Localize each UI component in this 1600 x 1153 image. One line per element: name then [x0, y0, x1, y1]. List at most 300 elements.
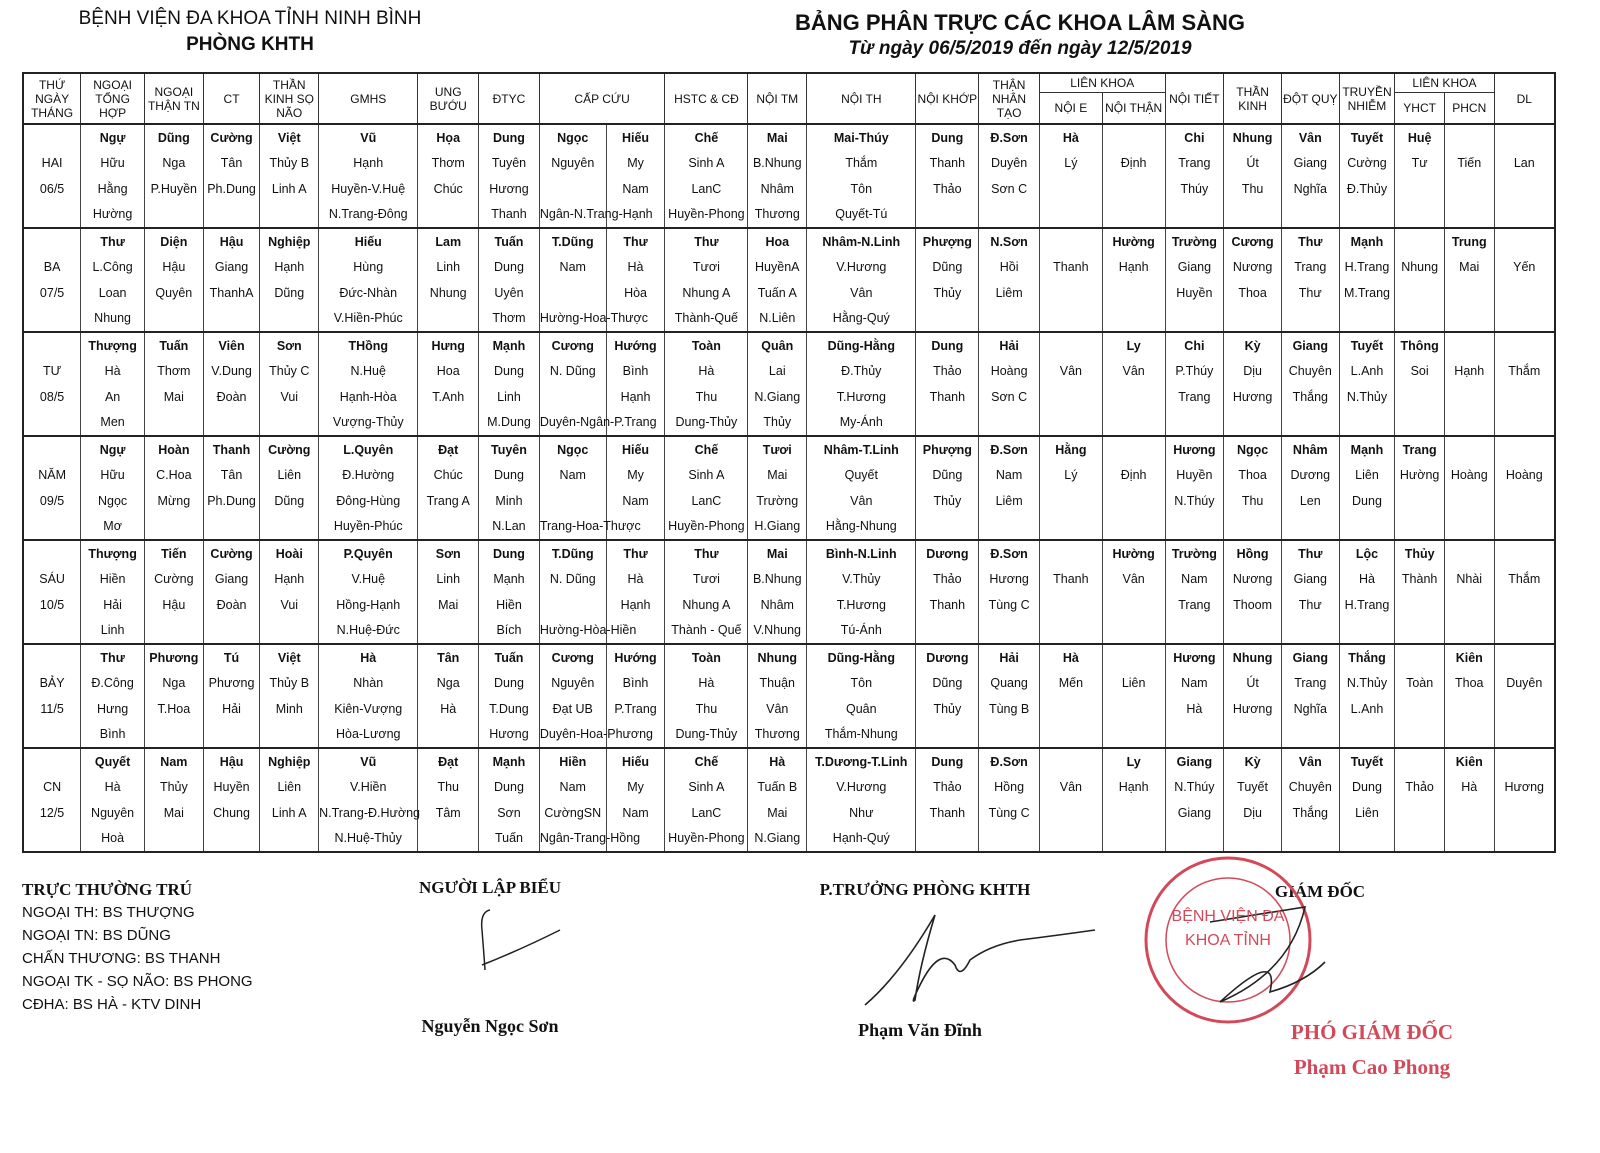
table-cell: Huệ: [1395, 124, 1445, 151]
table-cell: [1339, 514, 1395, 541]
table-cell: [1039, 696, 1102, 722]
table-cell: V.Hiền-Phúc: [319, 306, 418, 333]
table-row: [23, 514, 1555, 541]
table-cell: [916, 826, 979, 853]
table-cell: Duyên: [1494, 671, 1555, 697]
table-cell: Đ.Sơn: [979, 436, 1040, 463]
table-cell: Yến: [1494, 255, 1555, 281]
header-noi-tiet: NỘI TIẾT: [1165, 73, 1224, 124]
day-cell: [23, 722, 81, 749]
table-cell: V.Huệ: [319, 567, 418, 593]
table-cell: Đạt: [418, 436, 479, 463]
table-cell: Hưng: [418, 332, 479, 359]
table-cell: Giang: [1165, 255, 1224, 281]
table-cell: Tuấn B: [748, 775, 807, 801]
table-cell: [1039, 176, 1102, 202]
table-cell: Len: [1281, 488, 1339, 514]
table-cell: Hạnh: [1444, 359, 1494, 385]
resident-duty-title: TRỰC THƯỜNG TRÚ: [22, 880, 193, 899]
table-cell: Liêm: [979, 488, 1040, 514]
table-cell: Dũng: [916, 463, 979, 489]
day-cell: 10/5: [23, 592, 81, 618]
table-cell: Diện: [144, 228, 203, 255]
table-cell: Tân: [203, 151, 260, 177]
table-cell: Vân: [1281, 748, 1339, 775]
table-cell: [1395, 696, 1445, 722]
table-cell: Minh: [479, 488, 540, 514]
table-cell: [1102, 800, 1165, 826]
table-cell: Dũng: [916, 255, 979, 281]
table-cell: Hiếu: [606, 748, 665, 775]
table-cell: [1102, 384, 1165, 410]
table-cell: Hương: [1224, 384, 1282, 410]
table-cell: Hà: [665, 671, 748, 697]
table-cell: P.Thúy: [1165, 359, 1224, 385]
header-dtyc: ĐTYC: [479, 73, 540, 124]
table-cell: Thắm: [1494, 359, 1555, 385]
table-cell: [1395, 644, 1445, 671]
table-cell: Viên: [203, 332, 260, 359]
table-cell: [203, 826, 260, 853]
table-cell: Trung: [1444, 228, 1494, 255]
table-cell: Hữu: [81, 463, 145, 489]
table-row: [23, 202, 1555, 229]
table-cell: [1102, 488, 1165, 514]
table-cell: Kiên: [1444, 644, 1494, 671]
table-cell: [1395, 514, 1445, 541]
day-cell: HAI: [23, 151, 81, 177]
table-cell: [1102, 306, 1165, 333]
day-cell: [23, 306, 81, 333]
table-cell: [1165, 306, 1224, 333]
table-cell: [260, 618, 319, 645]
table-cell: Vân: [748, 696, 807, 722]
table-cell: Hoà: [81, 826, 145, 853]
table-cell: N.Sơn: [979, 228, 1040, 255]
table-cell: LanC: [665, 800, 748, 826]
day-cell: NĂM: [23, 463, 81, 489]
table-cell: Vân: [1281, 124, 1339, 151]
table-cell: T.Hoa: [144, 696, 203, 722]
table-cell: Thu: [665, 384, 748, 410]
table-cell: Hiếu: [606, 124, 665, 151]
table-cell: Lan: [1494, 151, 1555, 177]
table-cell: [418, 306, 479, 333]
table-cell: Bình: [81, 722, 145, 749]
header-cap-cuu: CẤP CỨU: [539, 73, 665, 124]
table-cell: [1165, 722, 1224, 749]
table-cell: Nhung: [748, 644, 807, 671]
table-cell: N.Huệ-Thủy: [319, 826, 418, 853]
table-cell: Hường-Hòa-Hiền: [539, 618, 606, 645]
table-cell: [418, 826, 479, 853]
table-cell: [1444, 592, 1494, 618]
table-cell: N. Dũng: [539, 567, 606, 593]
table-cell: Phương: [203, 671, 260, 697]
header-dl: DL: [1494, 73, 1555, 124]
table-cell: LanC: [665, 488, 748, 514]
day-cell: [23, 618, 81, 645]
table-row: [23, 671, 1555, 697]
table-cell: N.Giang: [748, 384, 807, 410]
table-cell: Tùng B: [979, 696, 1040, 722]
table-cell: [1102, 696, 1165, 722]
table-cell: Mai: [748, 800, 807, 826]
table-cell: Quyết-Tú: [807, 202, 916, 229]
table-cell: [1102, 644, 1165, 671]
table-cell: Tư: [1395, 151, 1445, 177]
table-cell: Vân: [807, 280, 916, 306]
table-cell: [979, 722, 1040, 749]
table-cell: Nương: [1224, 567, 1282, 593]
day-cell: 06/5: [23, 176, 81, 202]
table-cell: Hải: [203, 696, 260, 722]
table-cell: Vân: [1039, 359, 1102, 385]
day-cell: [23, 332, 81, 359]
table-cell: Tươi: [665, 567, 748, 593]
table-cell: Kỳ: [1224, 332, 1282, 359]
table-cell: [203, 618, 260, 645]
table-cell: Thơm: [479, 306, 540, 333]
table-cell: Chúc: [418, 463, 479, 489]
day-cell: [23, 514, 81, 541]
table-cell: [1224, 722, 1282, 749]
table-cell: [1395, 618, 1445, 645]
table-cell: Ph.Dung: [203, 488, 260, 514]
table-cell: Sơn C: [979, 384, 1040, 410]
table-cell: Cương: [1224, 228, 1282, 255]
table-cell: Lý: [1039, 463, 1102, 489]
table-cell: THồng: [319, 332, 418, 359]
table-cell: Thu: [665, 696, 748, 722]
table-cell: [1444, 540, 1494, 567]
day-cell: BA: [23, 255, 81, 281]
resident-duty-block: [22, 878, 322, 1016]
table-cell: Tuyết: [1339, 124, 1395, 151]
day-cell: 11/5: [23, 696, 81, 722]
table-cell: N.Trang-Đông: [319, 202, 418, 229]
table-cell: Tuấn: [144, 332, 203, 359]
table-cell: Vũ: [319, 124, 418, 151]
table-cell: [1102, 618, 1165, 645]
table-cell: Định: [1102, 151, 1165, 177]
table-cell: Nam: [539, 775, 606, 801]
table-cell: Ngự: [81, 124, 145, 151]
table-cell: Bình-N.Linh: [807, 540, 916, 567]
table-cell: [1395, 800, 1445, 826]
table-cell: Huyền: [1165, 463, 1224, 489]
table-cell: Út: [1224, 151, 1282, 177]
table-cell: Thư: [81, 644, 145, 671]
table-cell: [916, 202, 979, 229]
table-cell: [1102, 514, 1165, 541]
table-cell: [1102, 280, 1165, 306]
table-cell: Nhâm: [748, 176, 807, 202]
table-cell: Đạt UB: [539, 696, 606, 722]
table-cell: Hoài: [260, 540, 319, 567]
table-cell: [144, 618, 203, 645]
table-cell: Hải: [81, 592, 145, 618]
table-cell: [260, 306, 319, 333]
table-cell: L.Công: [81, 255, 145, 281]
table-cell: Đức-Nhàn: [319, 280, 418, 306]
table-cell: Nga: [144, 151, 203, 177]
table-cell: Tuyết: [1339, 332, 1395, 359]
table-cell: [1494, 826, 1555, 853]
table-cell: V.Dung: [203, 359, 260, 385]
table-cell: Dung: [916, 748, 979, 775]
table-cell: N.Trang-Đ.Hường: [319, 800, 418, 826]
table-cell: [1281, 514, 1339, 541]
table-cell: [1395, 202, 1445, 229]
day-cell: [23, 748, 81, 775]
table-row: [23, 384, 1555, 410]
table-cell: Tươi: [748, 436, 807, 463]
table-cell: [1494, 696, 1555, 722]
table-cell: Nhung: [418, 280, 479, 306]
table-cell: Hiếu: [606, 436, 665, 463]
table-cell: Ngọc: [1224, 436, 1282, 463]
table-cell: Duyên-Hoa-Phương: [539, 722, 606, 749]
table-cell: Quang: [979, 671, 1040, 697]
table-cell: Hương: [479, 176, 540, 202]
table-cell: Trang: [1165, 151, 1224, 177]
table-cell: Sơn C: [979, 176, 1040, 202]
table-cell: Hoa: [748, 228, 807, 255]
table-cell: LanC: [665, 176, 748, 202]
table-cell: Việt: [260, 644, 319, 671]
table-cell: Cường: [1339, 151, 1395, 177]
table-row: [23, 306, 1555, 333]
table-cell: [1494, 436, 1555, 463]
table-cell: T.Dũng: [539, 228, 606, 255]
table-cell: Linh: [418, 255, 479, 281]
table-cell: Giang: [203, 567, 260, 593]
header-dot-quy: ĐỘT QUỴ: [1281, 73, 1339, 124]
table-cell: H.Giang: [748, 514, 807, 541]
table-cell: Nguyên: [539, 671, 606, 697]
table-cell: Hải: [979, 644, 1040, 671]
day-cell: [23, 644, 81, 671]
table-cell: Mai: [418, 592, 479, 618]
table-cell: [1339, 202, 1395, 229]
table-cell: Toàn: [1395, 671, 1445, 697]
table-cell: Hải: [979, 332, 1040, 359]
day-cell: 08/5: [23, 384, 81, 410]
table-cell: Thư: [81, 228, 145, 255]
table-cell: [979, 514, 1040, 541]
table-cell: Liên: [1339, 463, 1395, 489]
table-cell: Hà: [81, 775, 145, 801]
table-cell: Lai: [748, 359, 807, 385]
table-cell: [1494, 124, 1555, 151]
table-cell: Ph.Dung: [203, 176, 260, 202]
table-cell: Trang-Hoa-Thược: [539, 514, 606, 541]
table-cell: [144, 722, 203, 749]
table-cell: Hà: [1165, 696, 1224, 722]
table-row: [23, 410, 1555, 437]
resident-duty-line: NGOẠI TK - SỌ NÃO: BS PHONG: [22, 973, 253, 990]
table-cell: Huyền: [1165, 280, 1224, 306]
table-cell: [418, 514, 479, 541]
table-cell: Tú-Ánh: [807, 618, 916, 645]
table-cell: Thư: [1281, 540, 1339, 567]
table-cell: Sinh A: [665, 463, 748, 489]
table-cell: Thúy: [1165, 176, 1224, 202]
table-cell: Hiền: [539, 748, 606, 775]
table-row: [23, 800, 1555, 826]
table-cell: Thư: [1281, 228, 1339, 255]
table-cell: Đ.Sơn: [979, 748, 1040, 775]
table-cell: [1494, 514, 1555, 541]
table-cell: [1281, 410, 1339, 437]
table-cell: Tuyết: [1339, 748, 1395, 775]
table-cell: Nga: [418, 671, 479, 697]
table-cell: [1165, 826, 1224, 853]
header-than-kinh: THẦN KINH: [1224, 73, 1282, 124]
preparer-title: NGƯỜI LẬP BIỂU: [418, 878, 561, 897]
table-cell: Tuấn: [479, 644, 540, 671]
table-cell: Tiến: [144, 540, 203, 567]
table-cell: Nhâm: [748, 592, 807, 618]
table-cell: Vân: [807, 488, 916, 514]
table-cell: Trang: [1281, 255, 1339, 281]
table-cell: Thoa: [1224, 280, 1282, 306]
table-cell: Trang: [1281, 671, 1339, 697]
table-cell: Lộc: [1339, 540, 1395, 567]
table-cell: Hà: [665, 359, 748, 385]
table-cell: Mạnh: [479, 748, 540, 775]
table-cell: Đoàn: [203, 592, 260, 618]
duty-schedule-table: [22, 72, 1556, 853]
table-cell: Dung: [1339, 775, 1395, 801]
header-right: [760, 10, 1280, 60]
table-cell: [260, 514, 319, 541]
table-cell: Thượng: [81, 540, 145, 567]
table-cell: Mạnh: [1339, 436, 1395, 463]
table-cell: Cường: [203, 540, 260, 567]
table-cell: Quân: [807, 696, 916, 722]
table-cell: Ly: [1102, 332, 1165, 359]
table-cell: Giang: [1281, 567, 1339, 593]
table-cell: Thoa: [1224, 463, 1282, 489]
table-cell: [1102, 410, 1165, 437]
table-cell: [916, 618, 979, 645]
table-cell: [1395, 592, 1445, 618]
table-cell: [1494, 410, 1555, 437]
table-cell: Tươi: [665, 255, 748, 281]
table-cell: N.Thủy: [1339, 671, 1395, 697]
table-cell: Hạnh: [319, 151, 418, 177]
table-cell: Hường-Hoa-Thược: [539, 306, 606, 333]
table-cell: Toàn: [665, 332, 748, 359]
table-cell: Linh: [479, 384, 540, 410]
table-cell: [1281, 306, 1339, 333]
table-cell: Hạnh: [260, 255, 319, 281]
table-cell: HuyềnA: [748, 255, 807, 281]
table-cell: Sơn: [260, 332, 319, 359]
schedule-body: [23, 124, 1555, 852]
day-cell: [23, 228, 81, 255]
table-cell: Mai: [748, 124, 807, 151]
table-cell: [1494, 488, 1555, 514]
table-cell: Men: [81, 410, 145, 437]
deputy-head-title: P.TRƯỞNG PHÒNG KHTH: [819, 880, 1031, 899]
table-cell: Nhung: [1224, 644, 1282, 671]
table-cell: [203, 722, 260, 749]
table-cell: P.Trang: [606, 696, 665, 722]
table-cell: Vân: [1102, 359, 1165, 385]
table-cell: [1494, 306, 1555, 333]
table-cell: Thắng: [1281, 800, 1339, 826]
table-cell: Hoàng: [1494, 463, 1555, 489]
table-cell: N.Thúy: [1165, 775, 1224, 801]
table-cell: Nương: [1224, 255, 1282, 281]
table-cell: Phượng: [916, 228, 979, 255]
table-cell: Họa: [418, 124, 479, 151]
table-cell: Chuyên: [1281, 775, 1339, 801]
day-cell: 12/5: [23, 800, 81, 826]
table-cell: Hà: [1039, 644, 1102, 671]
table-cell: Nam: [606, 800, 665, 826]
table-cell: [1444, 280, 1494, 306]
table-cell: [1395, 228, 1445, 255]
table-cell: Hồng-Hạnh: [319, 592, 418, 618]
table-cell: Giang: [1281, 644, 1339, 671]
table-cell: Hoàn: [144, 436, 203, 463]
table-cell: Nam: [606, 176, 665, 202]
vice-director-name: Phạm Cao Phong: [1293, 1055, 1451, 1079]
table-cell: My-Ánh: [807, 410, 916, 437]
table-cell: Dũng-Hằng: [807, 332, 916, 359]
table-cell: Hằng: [81, 176, 145, 202]
header-truyen-nhiem: TRUYỀN NHIỄM: [1339, 73, 1395, 124]
table-cell: [1444, 332, 1494, 359]
table-cell: [1494, 176, 1555, 202]
table-cell: Mạnh: [1339, 228, 1395, 255]
table-cell: Thanh: [1039, 567, 1102, 593]
table-cell: Trang: [1165, 384, 1224, 410]
table-cell: Mai-Thúy: [807, 124, 916, 151]
table-cell: [1224, 202, 1282, 229]
table-cell: [1494, 540, 1555, 567]
table-cell: Thủy B: [260, 671, 319, 697]
table-cell: N. Dũng: [539, 359, 606, 385]
table-cell: [539, 488, 606, 514]
table-cell: Mừng: [144, 488, 203, 514]
table-cell: [1395, 280, 1445, 306]
table-cell: Dung: [479, 359, 540, 385]
table-cell: Liên: [1102, 671, 1165, 697]
table-cell: Sơn: [418, 540, 479, 567]
table-cell: [1395, 306, 1445, 333]
vice-director-title: PHÓ GIÁM ĐỐC: [1290, 1020, 1454, 1044]
preparer-name: Nguyễn Ngọc Sơn: [421, 1016, 559, 1036]
table-cell: Định: [1102, 463, 1165, 489]
table-cell: Cương: [539, 644, 606, 671]
table-cell: Dung-Thủy: [665, 722, 748, 749]
table-cell: N.Huệ-Đức: [319, 618, 418, 645]
table-cell: Uyên: [479, 280, 540, 306]
day-cell: 09/5: [23, 488, 81, 514]
table-cell: Nhung: [1395, 255, 1445, 281]
table-cell: Dung: [479, 124, 540, 151]
table-cell: Thắm: [1494, 567, 1555, 593]
header-phcn: PHCN: [1444, 93, 1494, 125]
table-cell: Dũng: [260, 488, 319, 514]
table-row: [23, 280, 1555, 306]
table-cell: [1494, 280, 1555, 306]
